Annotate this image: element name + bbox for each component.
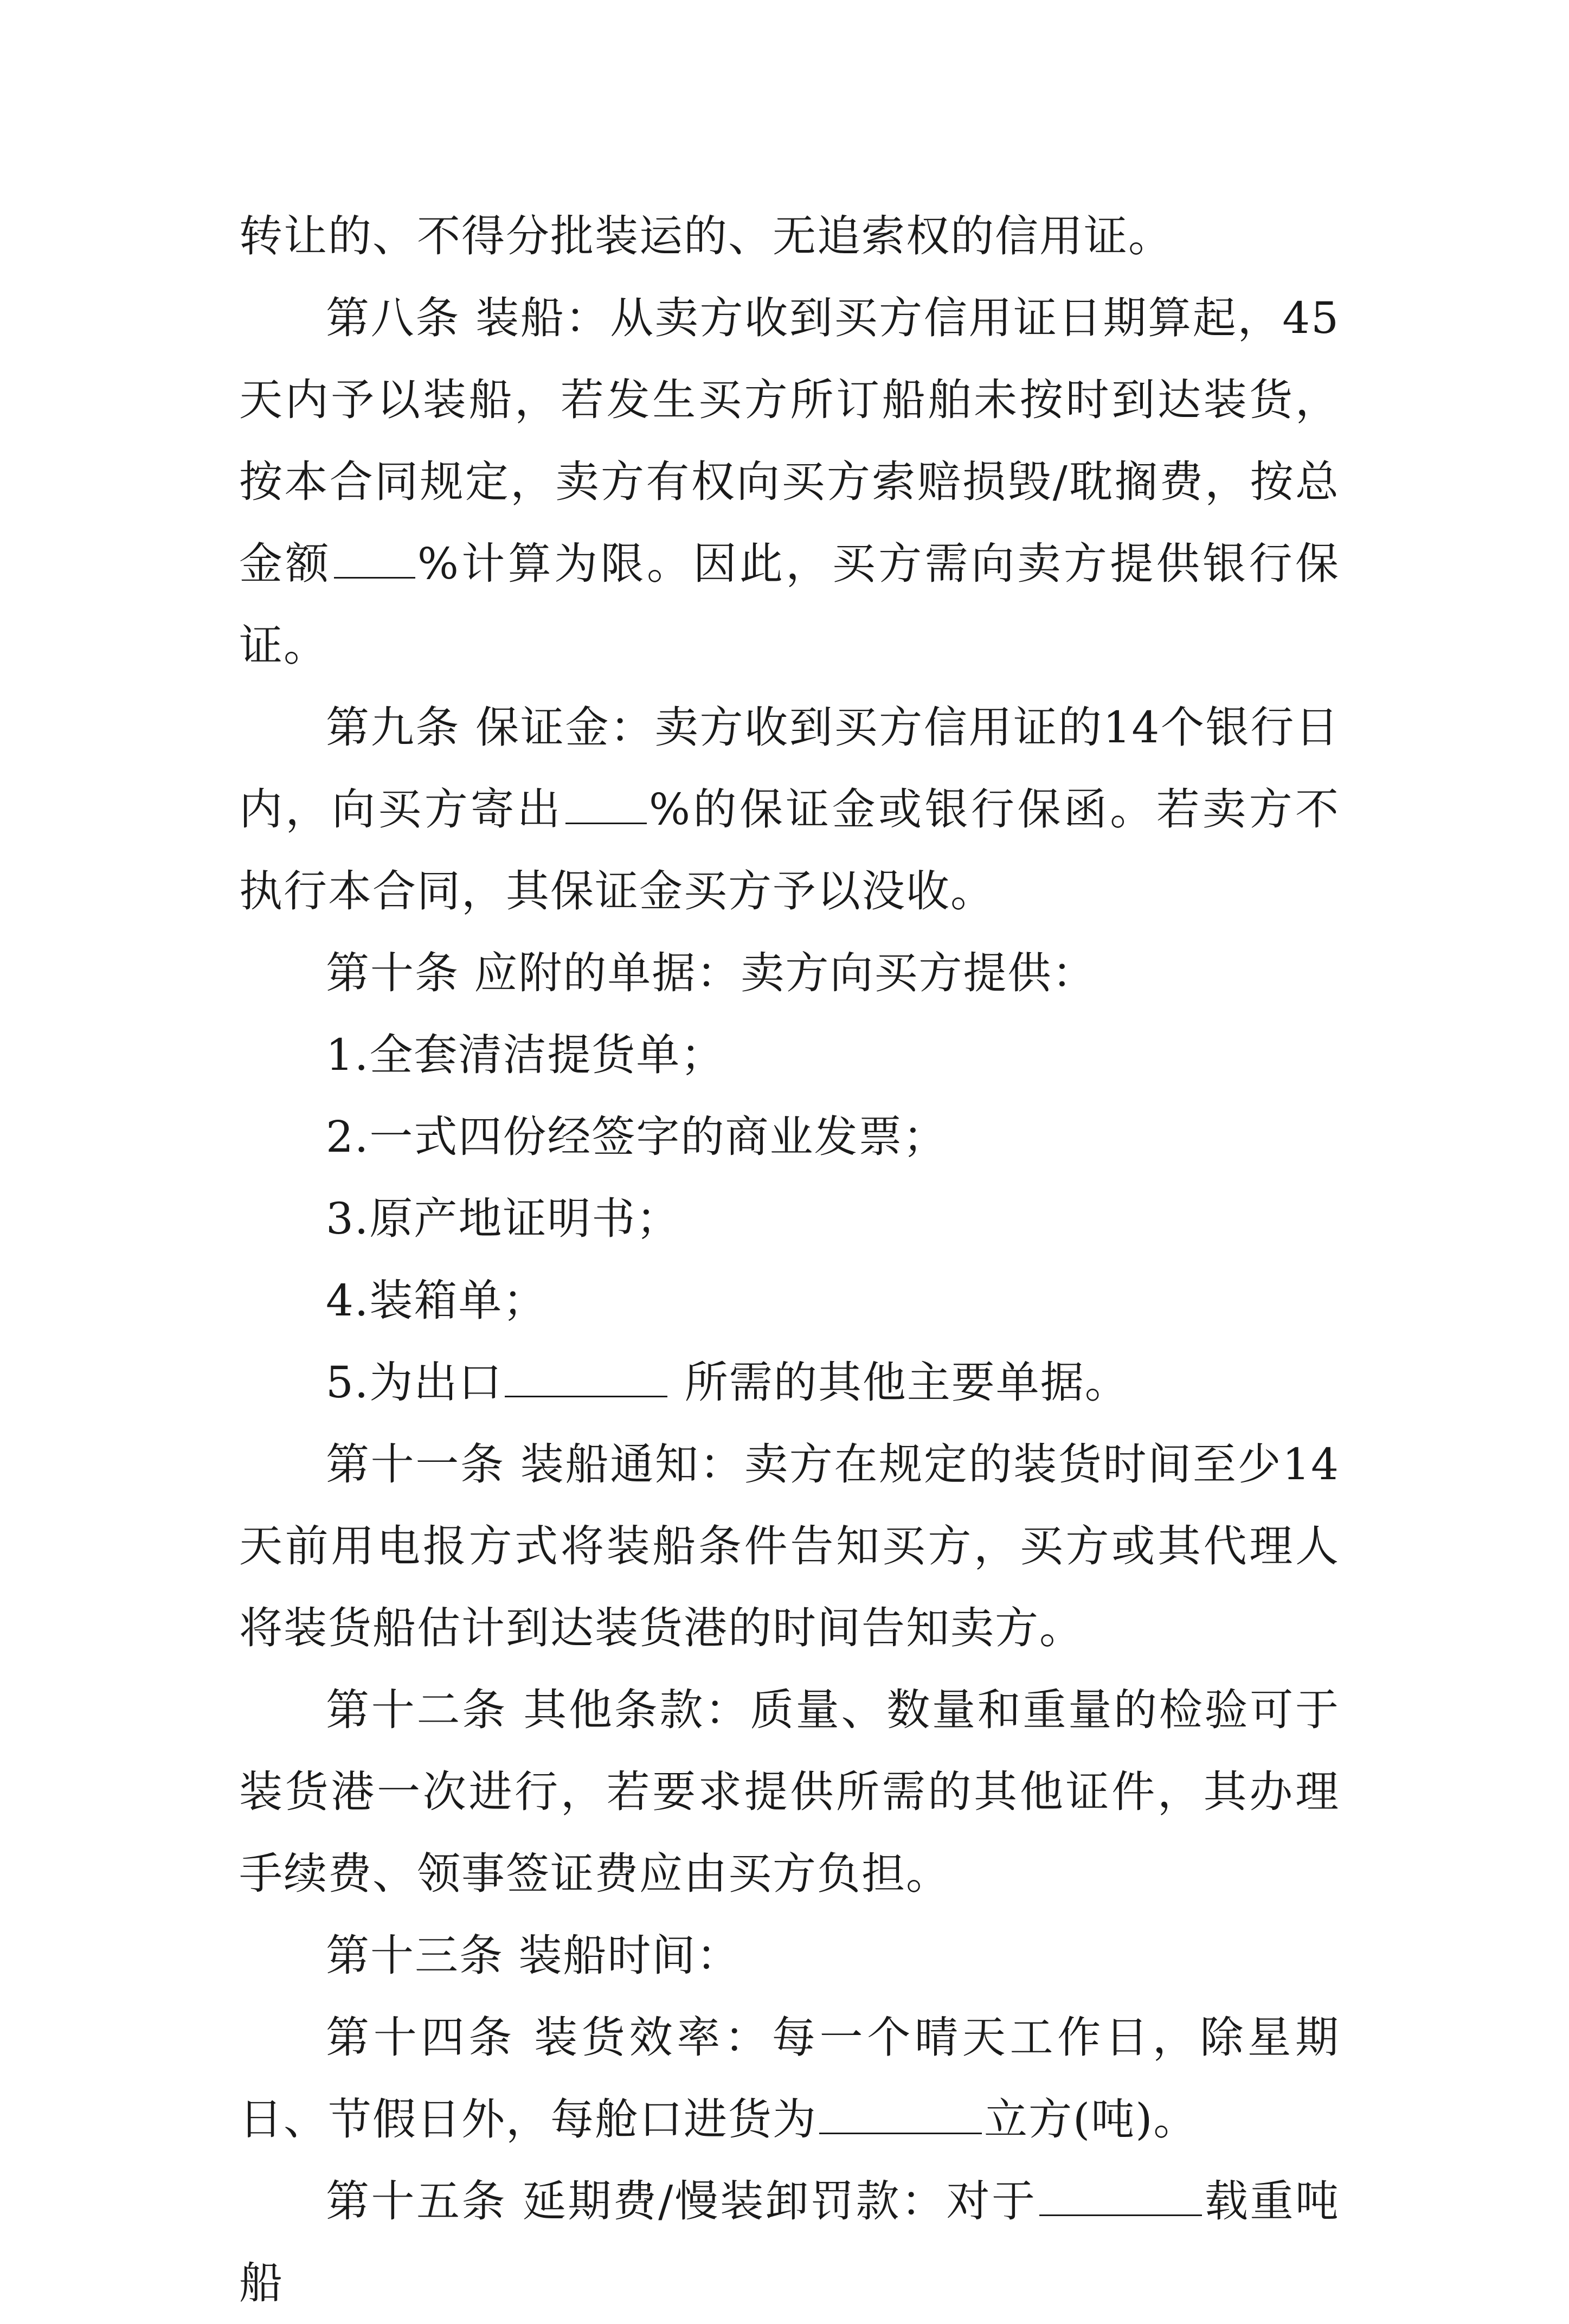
fill-in-blank — [1039, 2175, 1202, 2216]
list-item-text: 1.全套清洁提货单； — [326, 1030, 725, 1080]
paragraph-text: 转让的、不得分批装运的、无追索权的信用证。 — [239, 211, 1173, 261]
article-11-notice — [239, 1423, 1340, 1669]
paragraph-text-tail: %计算为限。因此，买方需向卖方提供银行保证。 — [239, 538, 1340, 671]
paragraph-text: 第十二条 其他条款：质量、数量和重量的检验可于装货港一次进行，若要求提供所需的其他证件，其办理手续费、领事签证费应由买方负担。 — [239, 1685, 1340, 1899]
paragraph-text: 第十三条 装船时间： — [326, 1930, 741, 1981]
article-9-deposit — [239, 686, 1340, 932]
list-item-2 — [239, 1096, 1340, 1178]
article-12-other-terms — [239, 1669, 1340, 1915]
fill-in-blank — [565, 784, 647, 824]
list-item-5 — [239, 1341, 1340, 1423]
article-14-loading-rate — [239, 1996, 1340, 2160]
article-8-shipment — [239, 277, 1340, 686]
list-item-text: 5.为出口 — [326, 1357, 503, 1408]
fill-in-blank — [819, 2094, 982, 2134]
paragraph-text: 第十条 应附的单据：卖方向买方提供： — [326, 948, 1097, 998]
paragraph-text: 第十一条 装船通知：卖方在规定的装货时间至少14天前用电报方式将装船条件告知买方，买方或其代理人将装货船估计到达装货港的时间告知卖方。 — [239, 1439, 1340, 1653]
paragraph-text-tail: 载重吨船 — [239, 2176, 1340, 2308]
list-item-text-tail: 所需的其他主要单据。 — [670, 1357, 1129, 1408]
paragraph-text: 第十四条 装货效率：每一个晴天工作日，除星期日、节假日外，每舱口进货为 — [239, 2012, 1340, 2145]
paragraph-text: 第八条 装船：从卖方收到买方信用证日期算起，45天内予以装船，若发生买方所订船舶未按时到达装货，按本合同规定，卖方有权向买方索赔损毁/耽搁费，按总金额 — [239, 293, 1340, 589]
fill-in-blank — [505, 1357, 667, 1397]
paragraph-text: 第九条 保证金：卖方收到买方信用证的14个银行日内，向买方寄出 — [239, 702, 1340, 834]
list-item-4 — [239, 1260, 1340, 1341]
paragraph-lc-continuation — [239, 195, 1340, 277]
fill-in-blank — [334, 538, 415, 579]
article-15-demurrage — [239, 2160, 1340, 2324]
paragraph-text-tail: 立方(吨)。 — [984, 2094, 1198, 2145]
paragraph-text: 第十五条 延期费/慢装卸罚款：对于 — [326, 2176, 1037, 2226]
paragraph-text-tail: %的保证金或银行保函。若卖方不执行本合同，其保证金买方予以没收。 — [239, 784, 1340, 916]
list-item-text: 4.装箱单； — [326, 1275, 548, 1326]
article-13-shipment-time — [239, 1915, 1340, 1996]
list-item-1 — [239, 1014, 1340, 1096]
list-item-text: 3.原产地证明书； — [326, 1193, 681, 1244]
contract-body — [239, 195, 1340, 2324]
list-item-3 — [239, 1178, 1340, 1260]
article-10-documents — [239, 932, 1340, 1014]
list-item-text: 2.一式四份经签字的商业发票； — [326, 1112, 948, 1162]
